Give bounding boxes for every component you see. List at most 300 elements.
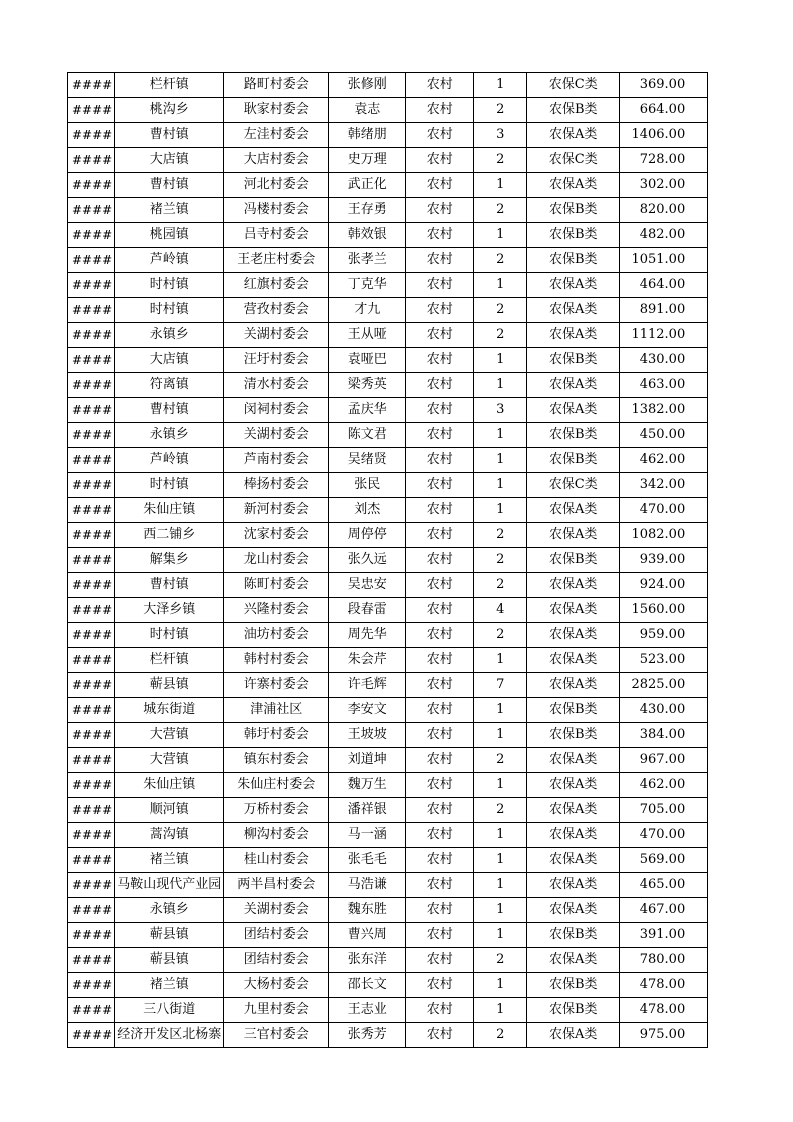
name-cell: 王志业: [329, 998, 406, 1023]
amount-cell: 939.00: [620, 548, 708, 573]
household-count-cell: 1: [474, 473, 527, 498]
name-cell: 张久远: [329, 548, 406, 573]
table-row: [68, 1023, 708, 1048]
township-cell: 蕲县镇: [115, 673, 224, 698]
amount-cell: 482.00: [620, 223, 708, 248]
name-cell: 才九: [329, 298, 406, 323]
table-row: [68, 73, 708, 98]
name-cell: 袁哑巴: [329, 348, 406, 373]
category-cell: 农保A类: [527, 523, 620, 548]
row-index-cell: ####: [68, 173, 115, 198]
row-index-cell: ####: [68, 748, 115, 773]
table-row: [68, 448, 708, 473]
household-count-cell: 1: [474, 173, 527, 198]
area-type-cell: 农村: [406, 448, 474, 473]
table-body: [68, 73, 708, 1048]
name-cell: 周停停: [329, 523, 406, 548]
household-count-cell: 2: [474, 748, 527, 773]
village-committee-cell: 团结村委会: [224, 923, 329, 948]
category-cell: 农保A类: [527, 798, 620, 823]
table-row: [68, 548, 708, 573]
name-cell: 段春雷: [329, 598, 406, 623]
amount-cell: 891.00: [620, 298, 708, 323]
amount-cell: 523.00: [620, 648, 708, 673]
township-cell: 马鞍山现代产业园: [115, 873, 224, 898]
household-count-cell: 2: [474, 523, 527, 548]
household-count-cell: 1: [474, 648, 527, 673]
name-cell: 梁秀英: [329, 373, 406, 398]
village-committee-cell: 闵祠村委会: [224, 398, 329, 423]
name-cell: 许毛辉: [329, 673, 406, 698]
area-type-cell: 农村: [406, 948, 474, 973]
township-cell: 大营镇: [115, 748, 224, 773]
area-type-cell: 农村: [406, 173, 474, 198]
name-cell: 丁克华: [329, 273, 406, 298]
township-cell: 曹村镇: [115, 123, 224, 148]
village-committee-cell: 朱仙庄村委会: [224, 773, 329, 798]
household-count-cell: 2: [474, 1023, 527, 1048]
township-cell: 朱仙庄镇: [115, 773, 224, 798]
amount-cell: 728.00: [620, 148, 708, 173]
household-count-cell: 1: [474, 448, 527, 473]
name-cell: 张毛毛: [329, 848, 406, 873]
table-row: [68, 798, 708, 823]
table-row: [68, 998, 708, 1023]
amount-cell: 478.00: [620, 998, 708, 1023]
amount-cell: 1406.00: [620, 123, 708, 148]
row-index-cell: ####: [68, 273, 115, 298]
row-index-cell: ####: [68, 923, 115, 948]
amount-cell: 820.00: [620, 198, 708, 223]
table-row: [68, 873, 708, 898]
name-cell: 潘祥银: [329, 798, 406, 823]
village-committee-cell: 大店村委会: [224, 148, 329, 173]
household-count-cell: 1: [474, 423, 527, 448]
name-cell: 王存勇: [329, 198, 406, 223]
row-index-cell: ####: [68, 848, 115, 873]
table-row: [68, 473, 708, 498]
household-count-cell: 2: [474, 548, 527, 573]
household-count-cell: 7: [474, 673, 527, 698]
township-cell: 时村镇: [115, 623, 224, 648]
name-cell: 武正化: [329, 173, 406, 198]
table-row: [68, 623, 708, 648]
table-row: [68, 673, 708, 698]
area-type-cell: 农村: [406, 598, 474, 623]
category-cell: 农保A类: [527, 673, 620, 698]
table-row: [68, 373, 708, 398]
amount-cell: 780.00: [620, 948, 708, 973]
row-index-cell: ####: [68, 998, 115, 1023]
township-cell: 大泽乡镇: [115, 598, 224, 623]
village-committee-cell: 关湖村委会: [224, 423, 329, 448]
amount-cell: 462.00: [620, 773, 708, 798]
row-index-cell: ####: [68, 348, 115, 373]
village-committee-cell: 沈家村委会: [224, 523, 329, 548]
area-type-cell: 农村: [406, 798, 474, 823]
township-cell: 褚兰镇: [115, 973, 224, 998]
category-cell: 农保A类: [527, 123, 620, 148]
township-cell: 解集乡: [115, 548, 224, 573]
village-committee-cell: 三官村委会: [224, 1023, 329, 1048]
category-cell: 农保A类: [527, 373, 620, 398]
table-row: [68, 898, 708, 923]
name-cell: 李安文: [329, 698, 406, 723]
area-type-cell: 农村: [406, 998, 474, 1023]
category-cell: 农保B类: [527, 698, 620, 723]
row-index-cell: ####: [68, 723, 115, 748]
township-cell: 时村镇: [115, 273, 224, 298]
category-cell: 农保A类: [527, 823, 620, 848]
area-type-cell: 农村: [406, 673, 474, 698]
name-cell: 张孝兰: [329, 248, 406, 273]
category-cell: 农保A类: [527, 498, 620, 523]
amount-cell: 391.00: [620, 923, 708, 948]
amount-cell: 302.00: [620, 173, 708, 198]
amount-cell: 1051.00: [620, 248, 708, 273]
household-count-cell: 2: [474, 148, 527, 173]
amount-cell: 959.00: [620, 623, 708, 648]
category-cell: 农保A类: [527, 273, 620, 298]
table-row: [68, 273, 708, 298]
township-cell: 栏杆镇: [115, 648, 224, 673]
category-cell: 农保A类: [527, 323, 620, 348]
township-cell: 大店镇: [115, 148, 224, 173]
name-cell: 魏万生: [329, 773, 406, 798]
row-index-cell: ####: [68, 148, 115, 173]
name-cell: 刘道坤: [329, 748, 406, 773]
row-index-cell: ####: [68, 798, 115, 823]
name-cell: 张修刚: [329, 73, 406, 98]
village-committee-cell: 韩圩村委会: [224, 723, 329, 748]
household-count-cell: 2: [474, 948, 527, 973]
area-type-cell: 农村: [406, 623, 474, 648]
township-cell: 芦岭镇: [115, 248, 224, 273]
category-cell: 农保B类: [527, 348, 620, 373]
row-index-cell: ####: [68, 198, 115, 223]
row-index-cell: ####: [68, 323, 115, 348]
household-count-cell: 1: [474, 998, 527, 1023]
row-index-cell: ####: [68, 373, 115, 398]
household-count-cell: 3: [474, 123, 527, 148]
category-cell: 农保A类: [527, 898, 620, 923]
township-cell: 蒿沟镇: [115, 823, 224, 848]
area-type-cell: 农村: [406, 573, 474, 598]
category-cell: 农保B类: [527, 923, 620, 948]
category-cell: 农保B类: [527, 98, 620, 123]
area-type-cell: 农村: [406, 198, 474, 223]
row-index-cell: ####: [68, 823, 115, 848]
amount-cell: 470.00: [620, 823, 708, 848]
household-count-cell: 1: [474, 723, 527, 748]
name-cell: 张秀芳: [329, 1023, 406, 1048]
row-index-cell: ####: [68, 1023, 115, 1048]
village-committee-cell: 油坊村委会: [224, 623, 329, 648]
household-count-cell: 3: [474, 398, 527, 423]
area-type-cell: 农村: [406, 398, 474, 423]
village-committee-cell: 营孜村委会: [224, 298, 329, 323]
category-cell: 农保A类: [527, 573, 620, 598]
household-count-cell: 2: [474, 248, 527, 273]
household-count-cell: 1: [474, 973, 527, 998]
table-row: [68, 323, 708, 348]
township-cell: 褚兰镇: [115, 848, 224, 873]
village-committee-cell: 耿家村委会: [224, 98, 329, 123]
village-committee-cell: 新河村委会: [224, 498, 329, 523]
village-committee-cell: 团结村委会: [224, 948, 329, 973]
name-cell: 王坡坡: [329, 723, 406, 748]
row-index-cell: ####: [68, 623, 115, 648]
category-cell: 农保B类: [527, 998, 620, 1023]
row-index-cell: ####: [68, 548, 115, 573]
area-type-cell: 农村: [406, 923, 474, 948]
household-count-cell: 1: [474, 823, 527, 848]
category-cell: 农保B类: [527, 198, 620, 223]
table-row: [68, 523, 708, 548]
village-committee-cell: 红旗村委会: [224, 273, 329, 298]
township-cell: 三八街道: [115, 998, 224, 1023]
amount-cell: 430.00: [620, 348, 708, 373]
village-committee-cell: 路町村委会: [224, 73, 329, 98]
category-cell: 农保B类: [527, 448, 620, 473]
table-row: [68, 423, 708, 448]
amount-cell: 1082.00: [620, 523, 708, 548]
area-type-cell: 农村: [406, 248, 474, 273]
area-type-cell: 农村: [406, 1023, 474, 1048]
area-type-cell: 农村: [406, 348, 474, 373]
household-count-cell: 1: [474, 498, 527, 523]
row-index-cell: ####: [68, 648, 115, 673]
row-index-cell: ####: [68, 523, 115, 548]
name-cell: 曹兴周: [329, 923, 406, 948]
row-index-cell: ####: [68, 223, 115, 248]
amount-cell: 470.00: [620, 498, 708, 523]
township-cell: 芦岭镇: [115, 448, 224, 473]
village-committee-cell: 陈町村委会: [224, 573, 329, 598]
table-row: [68, 298, 708, 323]
area-type-cell: 农村: [406, 323, 474, 348]
row-index-cell: ####: [68, 573, 115, 598]
row-index-cell: ####: [68, 873, 115, 898]
household-count-cell: 1: [474, 923, 527, 948]
household-count-cell: 2: [474, 198, 527, 223]
township-cell: 曹村镇: [115, 173, 224, 198]
table-row: [68, 823, 708, 848]
category-cell: 农保A类: [527, 948, 620, 973]
row-index-cell: ####: [68, 423, 115, 448]
village-committee-cell: 兴隆村委会: [224, 598, 329, 623]
name-cell: 袁志: [329, 98, 406, 123]
household-count-cell: 1: [474, 698, 527, 723]
township-cell: 永镇乡: [115, 323, 224, 348]
amount-cell: 1560.00: [620, 598, 708, 623]
household-count-cell: 2: [474, 623, 527, 648]
category-cell: 农保B类: [527, 973, 620, 998]
village-committee-cell: 冯楼村委会: [224, 198, 329, 223]
area-type-cell: 农村: [406, 148, 474, 173]
table-row: [68, 573, 708, 598]
household-count-cell: 1: [474, 873, 527, 898]
name-cell: 马浩谦: [329, 873, 406, 898]
category-cell: 农保A类: [527, 648, 620, 673]
village-committee-cell: 柳沟村委会: [224, 823, 329, 848]
township-cell: 褚兰镇: [115, 198, 224, 223]
row-index-cell: ####: [68, 448, 115, 473]
household-count-cell: 2: [474, 573, 527, 598]
area-type-cell: 农村: [406, 98, 474, 123]
amount-cell: 478.00: [620, 973, 708, 998]
table-row: [68, 748, 708, 773]
row-index-cell: ####: [68, 248, 115, 273]
area-type-cell: 农村: [406, 273, 474, 298]
table-row: [68, 148, 708, 173]
township-cell: 符离镇: [115, 373, 224, 398]
row-index-cell: ####: [68, 698, 115, 723]
township-cell: 大店镇: [115, 348, 224, 373]
amount-cell: 467.00: [620, 898, 708, 923]
township-cell: 曹村镇: [115, 573, 224, 598]
area-type-cell: 农村: [406, 373, 474, 398]
amount-cell: 1382.00: [620, 398, 708, 423]
category-cell: 农保B类: [527, 548, 620, 573]
name-cell: 韩绪朋: [329, 123, 406, 148]
amount-cell: 464.00: [620, 273, 708, 298]
village-committee-cell: 河北村委会: [224, 173, 329, 198]
category-cell: 农保A类: [527, 623, 620, 648]
area-type-cell: 农村: [406, 648, 474, 673]
row-index-cell: ####: [68, 398, 115, 423]
area-type-cell: 农村: [406, 523, 474, 548]
area-type-cell: 农村: [406, 423, 474, 448]
table-row: [68, 123, 708, 148]
village-committee-cell: 王老庄村委会: [224, 248, 329, 273]
name-cell: 史万理: [329, 148, 406, 173]
category-cell: 农保B类: [527, 223, 620, 248]
name-cell: 王从哑: [329, 323, 406, 348]
name-cell: 张民: [329, 473, 406, 498]
name-cell: 周先华: [329, 623, 406, 648]
township-cell: 桃园镇: [115, 223, 224, 248]
village-committee-cell: 关湖村委会: [224, 898, 329, 923]
household-count-cell: 1: [474, 373, 527, 398]
name-cell: 吴忠安: [329, 573, 406, 598]
village-committee-cell: 万桥村委会: [224, 798, 329, 823]
village-committee-cell: 桂山村委会: [224, 848, 329, 873]
household-count-cell: 1: [474, 223, 527, 248]
row-index-cell: ####: [68, 98, 115, 123]
area-type-cell: 农村: [406, 223, 474, 248]
category-cell: 农保C类: [527, 73, 620, 98]
village-committee-cell: 许寨村委会: [224, 673, 329, 698]
name-cell: 刘杰: [329, 498, 406, 523]
table-row: [68, 198, 708, 223]
village-committee-cell: 九里村委会: [224, 998, 329, 1023]
area-type-cell: 农村: [406, 298, 474, 323]
township-cell: 城东街道: [115, 698, 224, 723]
name-cell: 陈文君: [329, 423, 406, 448]
row-index-cell: ####: [68, 123, 115, 148]
amount-cell: 924.00: [620, 573, 708, 598]
household-count-cell: 1: [474, 73, 527, 98]
village-committee-cell: 棒扬村委会: [224, 473, 329, 498]
area-type-cell: 农村: [406, 898, 474, 923]
amount-cell: 450.00: [620, 423, 708, 448]
amount-cell: 975.00: [620, 1023, 708, 1048]
category-cell: 农保A类: [527, 848, 620, 873]
township-cell: 顺河镇: [115, 798, 224, 823]
village-committee-cell: 龙山村委会: [224, 548, 329, 573]
table-row: [68, 98, 708, 123]
township-cell: 蕲县镇: [115, 923, 224, 948]
township-cell: 栏杆镇: [115, 73, 224, 98]
table-row: [68, 398, 708, 423]
area-type-cell: 农村: [406, 73, 474, 98]
category-cell: 农保A类: [527, 748, 620, 773]
amount-cell: 342.00: [620, 473, 708, 498]
row-index-cell: ####: [68, 498, 115, 523]
amount-cell: 569.00: [620, 848, 708, 873]
table-row: [68, 248, 708, 273]
amount-cell: 430.00: [620, 698, 708, 723]
name-cell: 张东洋: [329, 948, 406, 973]
area-type-cell: 农村: [406, 748, 474, 773]
village-committee-cell: 韩村村委会: [224, 648, 329, 673]
category-cell: 农保B类: [527, 723, 620, 748]
township-cell: 朱仙庄镇: [115, 498, 224, 523]
household-count-cell: 1: [474, 273, 527, 298]
area-type-cell: 农村: [406, 823, 474, 848]
name-cell: 韩效银: [329, 223, 406, 248]
row-index-cell: ####: [68, 73, 115, 98]
township-cell: 时村镇: [115, 473, 224, 498]
table-row: [68, 348, 708, 373]
household-count-cell: 1: [474, 848, 527, 873]
row-index-cell: ####: [68, 898, 115, 923]
township-cell: 大营镇: [115, 723, 224, 748]
township-cell: 桃沟乡: [115, 98, 224, 123]
household-count-cell: 2: [474, 798, 527, 823]
village-committee-cell: 关湖村委会: [224, 323, 329, 348]
township-cell: 西二铺乡: [115, 523, 224, 548]
category-cell: 农保A类: [527, 1023, 620, 1048]
table-row: [68, 598, 708, 623]
household-count-cell: 2: [474, 298, 527, 323]
table-row: [68, 498, 708, 523]
area-type-cell: 农村: [406, 548, 474, 573]
village-committee-cell: 大杨村委会: [224, 973, 329, 998]
amount-cell: 465.00: [620, 873, 708, 898]
table-row: [68, 923, 708, 948]
category-cell: 农保A类: [527, 873, 620, 898]
area-type-cell: 农村: [406, 723, 474, 748]
area-type-cell: 农村: [406, 973, 474, 998]
row-index-cell: ####: [68, 298, 115, 323]
category-cell: 农保A类: [527, 298, 620, 323]
category-cell: 农保B类: [527, 423, 620, 448]
amount-cell: 369.00: [620, 73, 708, 98]
village-committee-cell: 两半昌村委会: [224, 873, 329, 898]
name-cell: 魏东胜: [329, 898, 406, 923]
township-cell: 永镇乡: [115, 898, 224, 923]
amount-cell: 384.00: [620, 723, 708, 748]
area-type-cell: 农村: [406, 848, 474, 873]
area-type-cell: 农村: [406, 473, 474, 498]
area-type-cell: 农村: [406, 698, 474, 723]
table-row: [68, 173, 708, 198]
township-cell: 蕲县镇: [115, 948, 224, 973]
row-index-cell: ####: [68, 673, 115, 698]
village-committee-cell: 津浦社区: [224, 698, 329, 723]
